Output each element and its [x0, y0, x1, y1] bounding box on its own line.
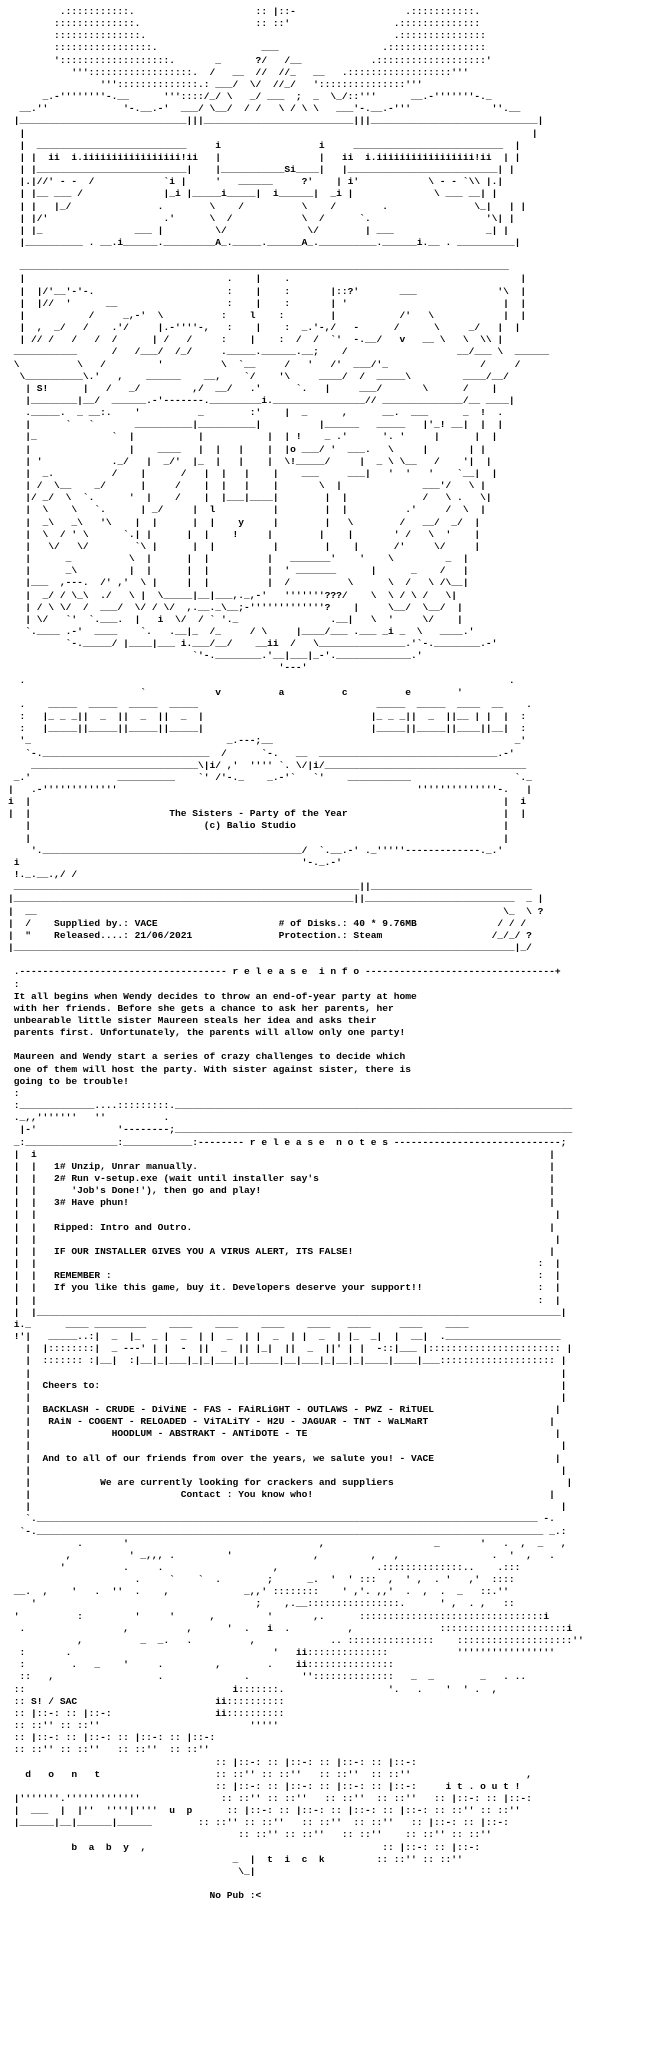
- nfo-line: going to be trouble!: [8, 1075, 129, 1087]
- nfo-line: | // / / / / | / / : | : / / `' -.__/ v __ \ \ \\ |: [8, 334, 504, 346]
- nfo-line: | |: [8, 1391, 567, 1403]
- nfo-line: _.-''''''''-.__ '''::::/_/ \ _/ ___ ; _ \_/::''' __.-'''''''-._: [8, 91, 492, 103]
- nfo-line: | \ \ `. | _/ | l | | | .' / \ |: [8, 504, 486, 516]
- nfo-line: . ` ` . ; _. ' ' ::: , ' , . ' ,' ::::: [8, 1574, 515, 1586]
- nfo-line: `.____ .-' ____ `. .__|_ /_ / \ |____/___ .___ _i _ \ ____.': [8, 625, 475, 637]
- nfo-line: No Pub :<: [8, 1890, 262, 1902]
- nfo-line: '._____________________________________________/ `.__.-' ._'''''-------------._.': [8, 844, 527, 856]
- nfo-line: [8, 1878, 434, 1889]
- nfo-line: It all begins when Wendy decides to throw an end-of-year party at home: [8, 990, 417, 1002]
- nfo-line: | _. / | / | | | | ___ ___| ' ' ' `__| |: [8, 467, 498, 479]
- nfo-ascii-document: [8, 6, 584, 1902]
- nfo-line: |________|__/ ______.-'-------._________i.________________// ______________/__ ____|: [8, 395, 515, 406]
- nfo-line: | __ \_ \ ?: [8, 905, 544, 917]
- nfo-line: : |_ _ _|| _ || _ || _ | |_ _ _|| _ ||__ | | | :: [8, 711, 527, 723]
- nfo-line: | BACKLASH - CRUDE - DiViNE - FAS - FAiRLiGHT - OUTLAWS - PWZ - RiTUEL |: [8, 1403, 561, 1415]
- nfo-line: `-._____________________________ / `-. __ _______________________________.-': [8, 747, 515, 759]
- nfo-line: :_____________....:::::::::._____________________________________________________________________: [8, 1100, 573, 1112]
- nfo-line: | | 3# Have phun! |: [8, 1197, 555, 1209]
- nfo-line: : . _ ' . , . ii:::::::::::::::: [8, 1659, 394, 1671]
- nfo-line: ' : ' ' , ' ,. ::::::::::::::::::::::::::::::::i: [8, 1610, 550, 1622]
- nfo-line: :: , . . '':::::::::::::: _ _ _ . ..: [8, 1671, 527, 1683]
- nfo-line: : . ' ii:::::::::::::: ''''''''''''''''': [8, 1647, 555, 1659]
- nfo-line: . .: [8, 674, 515, 686]
- nfo-line: ___________ / /___/ /_/ ._____.______.__; / __/___ \ ______: [8, 346, 550, 358]
- nfo-line: i '-._.-': [8, 856, 527, 868]
- nfo-line: | | 'Job's Done!'), then go and play! |: [8, 1185, 555, 1197]
- nfo-line: :: ::'' :: ::'' :: ::'' :: ::'': [8, 1744, 210, 1756]
- nfo-line: | HOODLUM - ABSTRAKT - ANTiDOTE - TE |: [8, 1428, 561, 1440]
- nfo-line: [8, 1039, 14, 1050]
- nfo-line: , _ _. . , .. ::::::::::::::: ::::::::::::::::::::'': [8, 1634, 584, 1646]
- nfo-line: | And to all of our friends from over the years, we salute you! - VACE |: [8, 1452, 561, 1464]
- nfo-line: :: [8, 1087, 538, 1099]
- nfo-line: :: |::-: :: |::-: :: |::-: :: |::-:: [8, 1732, 216, 1744]
- nfo-line: | S! | / _/ ,/ __/ .' `. | ___/ \ / |: [8, 382, 498, 394]
- nfo-line: | / \__ _/ | / | | | | \ | ___'/ \ |: [8, 480, 486, 492]
- nfo-line: , ' _,,, . ' , , , . ' , .: [8, 1549, 555, 1561]
- nfo-line: | |: [8, 1501, 567, 1513]
- nfo-line: |_____________________________|||__________________________|||_____________________________|: [8, 115, 544, 127]
- nfo-line: !'| _____..:| _ |_ _ | _ | | _ | | _ | | _ | |_ _| | __| .____________________: [8, 1331, 561, 1343]
- nfo-line: | | : |: [8, 1294, 561, 1306]
- nfo-line: | |: [8, 127, 538, 139]
- nfo-line: ._____. _ __:. ' _ :' | _ , __. ___ _ ! .: [8, 407, 504, 419]
- nfo-line: | \ / ' \ `.| | | | ! | | | ' / \ ' |: [8, 528, 481, 540]
- nfo-line: with her friends. Before she gets a chance to ask her parents, her: [8, 1002, 394, 1014]
- nfo-line: | RAiN - COGENT - RELOADED - ViTALiTY - H2U - JAGUAR - TNT - WaLMaRT |: [8, 1416, 555, 1428]
- nfo-line: | _/ / \_\ ./ \ | \_____|__|___,._,-' '''''''???/ \ \ / \ / \|: [8, 589, 458, 601]
- nfo-line: `'-.________.'__|___|_-'._____________.': [8, 650, 423, 662]
- nfo-line: | |: [8, 1464, 567, 1476]
- nfo-line: | We are currently looking for crackers and suppliers |: [8, 1476, 573, 1488]
- nfo-line: '''::::::::::::::.: ___/ \/ //_/ ':::::::::::::::''': [8, 78, 423, 90]
- nfo-line: i | | i: [8, 796, 527, 808]
- nfo-line: | | 1# Unzip, Unrar manually. |: [8, 1160, 555, 1172]
- nfo-line: | | |_/ . \ / \ / . \_| | |: [8, 200, 527, 212]
- nfo-line: __.'' '-.__.-' ___/ \__/ / / \ / \ \ ___'-.__.-''' ''.__: [8, 103, 521, 115]
- nfo-line: [8, 954, 526, 965]
- nfo-line: '''::::::::::::::::::. / __ // //_ __ .::::::::::::::::::''': [8, 66, 469, 78]
- nfo-line: | ::::::: :|__| :|__|_|___|_|_|___|_|_____|__|___|_|__|_|____|____|___:::::::::::::::::::: |: [8, 1355, 567, 1367]
- nfo-line: :: |::-: :: |::-: ii::::::::::: [8, 1707, 285, 1719]
- nfo-line: .------------------------------------ r e l e a s e i n f o ---------------------------------+: [8, 966, 561, 978]
- nfo-line: | | The Sisters - Party of the Year | |: [8, 808, 527, 820]
- nfo-line: :::::::::::::::::. ___ .:::::::::::::::::: [8, 42, 486, 54]
- nfo-line: ::::::::::::::. :: ::' .::::::::::::::: [8, 18, 481, 30]
- nfo-line: ':::::::::::::::::::. _ ?/ /__ .:::::::::::::::::::': [8, 54, 492, 66]
- nfo-line: . _____ _____ _____ _____ _____ _____ ____ __ .: [8, 698, 532, 710]
- nfo-line: _.' __________ `' /'-._ _.-'` `' ___________ `._: [8, 771, 532, 783]
- nfo-line: |_______________________________________________________________________________________|_/: [8, 942, 532, 954]
- nfo-line: :: i:::::::. '. . ' ' . ,: [8, 1683, 498, 1695]
- nfo-line: [8, 249, 526, 260]
- nfo-line: | . | . |: [8, 273, 527, 285]
- nfo-line: | | IF OUR INSTALLER GIVES YOU A VIRUS ALERT, ITS FALSE! |: [8, 1245, 555, 1257]
- nfo-line: | | 2# Run v-setup.exe (wait until installer say's |: [8, 1173, 555, 1184]
- nfo-line: | i |: [8, 1148, 555, 1160]
- nfo-line: :::::::::::::::. .:::::::::::::::: [8, 30, 486, 42]
- nfo-line: | ' ._/ | _/' |_ | | | \!_____/ | _ \ \__ / '| |: [8, 455, 492, 467]
- nfo-line: . ' , _ ' . , _ ,: [8, 1537, 567, 1549]
- nfo-line: | |__________________________| |___________Si____| |__________________________| |: [8, 164, 515, 176]
- nfo-line: | | |: [8, 1233, 561, 1245]
- nfo-line: | |// ' __ : | : | ' | |: [8, 297, 527, 309]
- nfo-line: |'''''''.''''''''''''' :: ::'' :: ::'' :: ::'' :: ::'' :: |::-: :: |::-:: [8, 1792, 532, 1804]
- nfo-line: | Contact : You know who! |: [8, 1489, 555, 1501]
- nfo-line: |___________________________________________________________||__________________________ _ |: [8, 893, 544, 905]
- nfo-line: | ___ | |'' ''''|'''' u p :: |::-: :: |::-: :: |::-: :: |::-: :: ::'' :: ::'': [8, 1805, 521, 1817]
- nfo-line: | ` ` __________|__________| |______ _____ |'_! __| | |: [8, 419, 504, 431]
- nfo-line: _____________________________________________________________________________________: [8, 261, 509, 273]
- nfo-line: :: |::-: :: |::-: :: |::-: :: |::-: i t . o u t !: [8, 1780, 521, 1792]
- nfo-line: unbearable little sister Maureen steals her idea and asks their: [8, 1014, 377, 1026]
- nfo-line: d o n t :: ::'' :: ::'' :: ::'' :: ::'' ,: [8, 1768, 532, 1780]
- nfo-line: | (c) Balio Studio |: [8, 820, 527, 832]
- nfo-line: ' ; ,.__::::::::::::::::. ' , . , ::: [8, 1598, 515, 1610]
- nfo-line: :: [8, 978, 538, 990]
- nfo-line: |/ _/ \ `. ' | / | |___|____| | | / \ . \|: [8, 492, 492, 504]
- nfo-line: | Cheers to: |: [8, 1379, 567, 1391]
- nfo-line: \ \ / ' \ `__ / ' /' ___/'_ / /: [8, 358, 521, 370]
- nfo-line: | | ____ | | | | |o ___/ ' ___. \ | | |: [8, 443, 486, 455]
- nfo-line: .:::::::::::. :: |::- .:::::::::::.: [8, 6, 481, 17]
- nfo-line: | \/ `' `.___. | i \/ / ` '._ .__| \ ' \/ |: [8, 613, 463, 625]
- nfo-line: _ | t i c k :: ::'' :: ::'': [8, 1853, 463, 1865]
- nfo-line: | | Ripped: Intro and Outro. |: [8, 1221, 555, 1233]
- nfo-line: :: S! / SAC ii::::::::::: [8, 1695, 285, 1707]
- nfo-line: | _ \ | | | | _______' ' \ _ |: [8, 553, 469, 565]
- nfo-line: | __________________________ i i __________________________ |: [8, 139, 521, 151]
- nfo-line: :: ::'' :: ::'' :: ::'' :: ::'' :: ::'': [8, 1829, 492, 1841]
- nfo-line: : |_____||_____||_____||_____| |_____||_____||____||__| :: [8, 723, 527, 735]
- nfo-line: \__________\.' , ______ __, `/ '\ ____/ / _____\ ____/__/: [8, 370, 509, 382]
- nfo-line: one of them will host the party. With sister against sister, there is: [8, 1063, 412, 1075]
- nfo-line: :: ::'' :: ::'' ''''': [8, 1720, 279, 1732]
- nfo-line: | | : |: [8, 1258, 561, 1270]
- nfo-line: `._______________________________________________________________________________________ -.: [8, 1513, 555, 1525]
- nfo-line: |______|__|______|______ :: ::'' :: ::'' :: ::'' :: ::'' :: |::-: :: |::-:: [8, 1817, 509, 1829]
- nfo-line: !._.__.,/ /: [8, 869, 527, 881]
- nfo-line: b a b y , :: |::-: :: |::-:: [8, 1841, 481, 1853]
- nfo-line: Maureen and Wendy start a series of crazy challenges to decide which: [8, 1051, 406, 1063]
- nfo-line: parents first. Unfortunately, the parents will allow only one party!: [8, 1027, 406, 1039]
- nfo-line: | " Released....: 21/06/2021 Protection.: Steam /_/_/ ?: [8, 929, 532, 941]
- nfo-line: |_ ` | | | | ! _ .' '. ' | | |: [8, 431, 498, 443]
- nfo-line: ` v a c e ': [8, 686, 521, 698]
- nfo-line: '---': [8, 662, 308, 674]
- nfo-line: | \/ \/ `\ | | | | | | /' \/ |: [8, 540, 481, 552]
- nfo-line: `-._____/ |____|___ i.___/__/ __ii / \_______________.'`-.________.-': [8, 638, 498, 650]
- nfo-line: ._,,''''''' '' .: [8, 1112, 555, 1124]
- nfo-line: |.|//' - - / `i | ' ______ ?' | i' \ - - `\\ |.|: [8, 176, 504, 188]
- nfo-line: | / _,-' \ : l : | /' \ | |: [8, 309, 527, 321]
- nfo-line: :: |::-: :: |::-: :: |::-: :: |::-:: [8, 1756, 417, 1768]
- nfo-line: | |: [8, 1367, 567, 1379]
- nfo-line: | |___________________________________________________________________________________________|: [8, 1306, 567, 1318]
- nfo-line: | _\ | | | | | ' _______ | _ / |: [8, 565, 469, 577]
- nfo-line: ____________________________________________________________||____________________________: [8, 881, 532, 893]
- nfo-line: |___ ,---. /' ,' \ | | | | / \ \ / \ /\__|: [8, 577, 469, 589]
- nfo-line: \_|: [8, 1865, 400, 1877]
- nfo-line: | |__ ___ / |_i |_____i_____| i______| _i | \ ___ __| |: [8, 188, 498, 200]
- nfo-line: '_ _.---;__ _': [8, 735, 527, 747]
- nfo-line: _____________________________\|i/ ,' '''' `. \/|i/___________________________________: [8, 759, 527, 771]
- nfo-line: | / Supplied by.: VACE # of Disks.: 40 * 9.76MB / / /: [8, 917, 532, 929]
- nfo-line: | |::::::::| _ ---' | | - || _ || |_| || _ ||' | | -::|___ |::::::::::::::::::::::: |: [8, 1343, 573, 1355]
- nfo-line: | |/' .' \ / \ / `. '\| |: [8, 212, 515, 224]
- nfo-line: | | ii i.iiiiiiiiiiiiiiiii!ii | | ii i.iiiiiiiiiiiiiiiii!ii | |: [8, 151, 521, 163]
- nfo-line: | / \ \/ / ___/ \/ / \/ ,.__._\__;-'''''''''''''? | \__/ \__/ |: [8, 601, 463, 613]
- nfo-line: | | |: [8, 1209, 561, 1221]
- nfo-line: | , _/ / .'/ |.-''''-, : | : _.'-,/ - / \ _/ | |: [8, 322, 521, 334]
- nfo-line: | |_ ___ | \/ \/ | ___ _| |: [8, 224, 509, 236]
- nfo-line: `-.________________________________________________________________________________________ _.:: [8, 1525, 567, 1537]
- nfo-line: | |: [8, 1440, 567, 1452]
- nfo-line: __. , ' . '' . , _,,' :::::::: ' ,'. ,,' . , . _ ::.'': [8, 1586, 509, 1598]
- nfo-line: _:________________:____________:-------- r e l e a s e n o t e s -----------------------------;: [8, 1136, 567, 1148]
- nfo-line: | |/'__'-'-. : | : |::?' ___ '\ |: [8, 285, 527, 297]
- nfo-line: ' . . , .::::::::::::::.. .:::: [8, 1562, 521, 1573]
- nfo-line: |__________ . __.i______._________A_._____.______A_.__________.______i.__ . __________|: [8, 236, 521, 248]
- nfo-line: |-' '--------;_____________________________________________________________________: [8, 1124, 573, 1136]
- nfo-line: | | REMEMBER : : |: [8, 1270, 561, 1282]
- nfo-line: i._ ____ _________ ____ ____ ____ ____ ____ ____ ____: [8, 1318, 573, 1330]
- nfo-line: . , , ' . i . , ::::::::::::::::::::::i: [8, 1622, 573, 1634]
- nfo-line: | _\ _\ '\ | | | | y | | \ / __/ _/ |: [8, 516, 481, 528]
- nfo-line: | .-''''''''''''' ''''''''''''''-. |: [8, 784, 532, 795]
- nfo-line: | | If you like this game, buy it. Developers deserve your support!! : |: [8, 1282, 561, 1294]
- nfo-line: | |: [8, 832, 527, 844]
